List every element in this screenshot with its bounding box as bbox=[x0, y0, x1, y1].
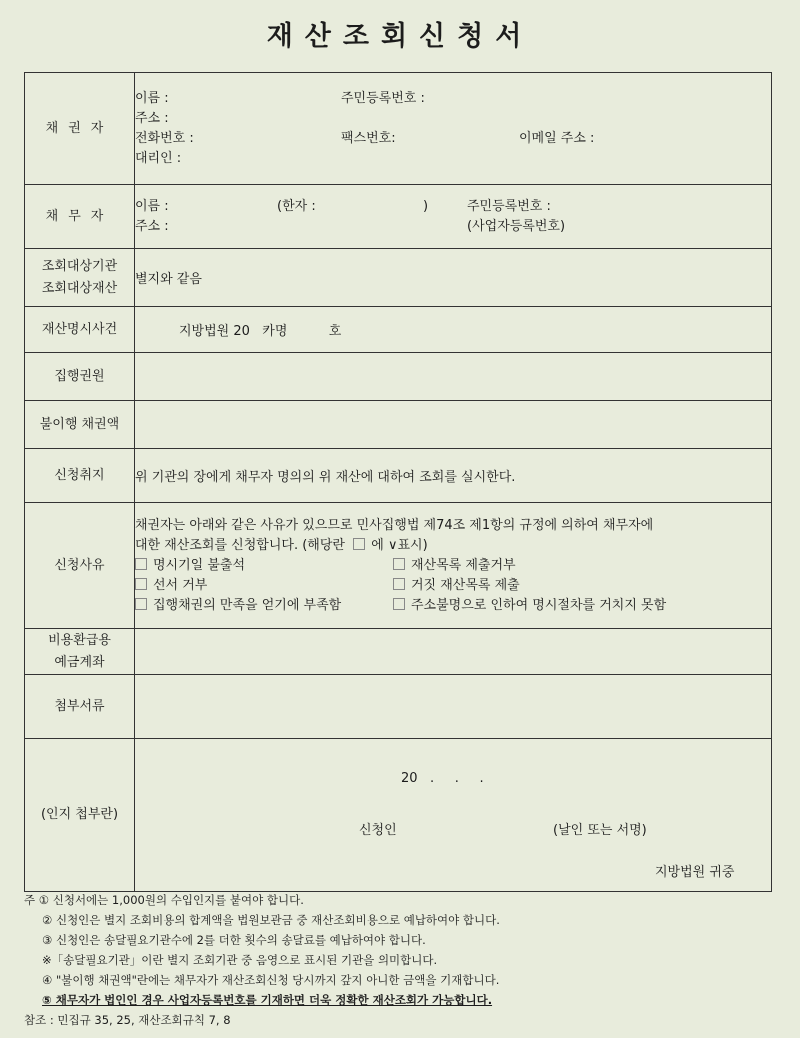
attachments-label: 첨부서류 bbox=[25, 675, 135, 739]
applicant-label: 신청인 bbox=[359, 823, 397, 838]
case-value[interactable]: 지방법원 20 카명 호 bbox=[135, 307, 772, 353]
option-refusal[interactable]: 재산목록 제출거부 bbox=[393, 556, 516, 576]
creditor-fax-field[interactable]: 팩스번호: bbox=[341, 130, 396, 146]
creditor-name-field[interactable]: 이름 : bbox=[135, 90, 169, 106]
unpaid-claim-field[interactable] bbox=[135, 401, 772, 449]
checkbox-icon[interactable] bbox=[393, 598, 405, 610]
note-1: ① 신청서에는 1,000원의 수입인지를 붙여야 합니다. bbox=[38, 893, 304, 907]
stamp-label: (인지 첩부란) bbox=[25, 739, 135, 892]
attachments-row bbox=[25, 675, 772, 739]
note-4: ④ "불이행 채권액"란에는 채무자가 재산조회신청 당시까지 갚지 아니한 금액을 기재합니다. bbox=[42, 973, 500, 987]
notes-section bbox=[24, 890, 784, 1030]
application-form-table bbox=[24, 72, 772, 892]
checkbox-icon[interactable] bbox=[393, 578, 405, 590]
reason-line2-b: 에 ∨표시) bbox=[371, 537, 428, 553]
case-label: 재산명시사건 bbox=[25, 307, 135, 353]
case-row bbox=[25, 307, 772, 353]
debtor-address-field[interactable]: 주소 : bbox=[135, 218, 169, 234]
creditor-content bbox=[135, 73, 772, 185]
target-value: 별지와 같음 bbox=[135, 249, 772, 307]
checkbox-icon[interactable] bbox=[393, 558, 405, 570]
execution-title-label: 집행권원 bbox=[25, 353, 135, 401]
purpose-label: 신청취지 bbox=[25, 449, 135, 503]
checkbox-sample-icon bbox=[353, 538, 365, 550]
creditor-label: 채권자 bbox=[25, 73, 135, 185]
date-field[interactable]: 20 . . . bbox=[401, 771, 484, 786]
note-5: ⑤ 채무자가 법인인 경우 사업자등록번호를 기재하면 더욱 정확한 재산조회가 가능합니다. bbox=[42, 993, 493, 1007]
debtor-row bbox=[25, 185, 772, 249]
note-3-sub: ※「송달필요기관」이란 별지 조회기관 중 음영으로 표시된 기관을 의미합니다. bbox=[42, 953, 438, 967]
debtor-hanja-field[interactable]: (한자 : bbox=[277, 198, 316, 214]
unpaid-claim-label: 불이행 채권액 bbox=[25, 401, 135, 449]
refund-account-label-line1: 비용환급용 bbox=[48, 632, 111, 648]
reason-row bbox=[25, 503, 772, 629]
debtor-rrn-field[interactable]: 주민등록번호 : bbox=[467, 198, 551, 214]
reference-note: 참조 : 민집규 35, 25, 재산조회규칙 7, 8 bbox=[24, 1013, 231, 1027]
refund-account-label bbox=[25, 629, 135, 675]
checkbox-icon[interactable] bbox=[135, 558, 147, 570]
reason-line2 bbox=[135, 536, 771, 556]
creditor-email-field[interactable]: 이메일 주소 : bbox=[519, 130, 595, 146]
option-unknown-address[interactable]: 주소불명으로 인하여 명시절차를 거치지 못함 bbox=[393, 596, 666, 616]
purpose-value: 위 기관의 장에게 채무자 명의의 위 재산에 대하여 조회를 실시한다. bbox=[135, 449, 772, 503]
debtor-label: 채무자 bbox=[25, 185, 135, 249]
checkbox-icon[interactable] bbox=[135, 598, 147, 610]
seal-label: (날인 또는 서명) bbox=[553, 823, 647, 838]
debtor-content bbox=[135, 185, 772, 249]
refund-account-row bbox=[25, 629, 772, 675]
option-false-list[interactable]: 거짓 재산목록 제출 bbox=[393, 576, 520, 596]
stamp-content bbox=[135, 739, 772, 892]
target-label-line1: 조회대상기관 bbox=[41, 258, 118, 274]
reason-label: 신청사유 bbox=[25, 503, 135, 629]
execution-title-row bbox=[25, 353, 772, 401]
creditor-phone-field[interactable]: 전화번호 : bbox=[135, 130, 194, 146]
purpose-row bbox=[25, 449, 772, 503]
unpaid-claim-row bbox=[25, 401, 772, 449]
creditor-rrn-field[interactable]: 주민등록번호 : bbox=[341, 90, 425, 106]
reason-line2-a: 대한 재산조회를 신청합니다. (해당란 bbox=[135, 537, 345, 553]
stamp-row bbox=[25, 739, 772, 892]
target-label-line2: 조회대상재산 bbox=[41, 280, 118, 296]
notes-prefix: 주 bbox=[24, 893, 36, 907]
option-no-show[interactable]: 명시기일 불출석 bbox=[135, 556, 245, 576]
creditor-agent-field[interactable]: 대리인 : bbox=[135, 150, 182, 166]
document-title: 재산조회신청서 bbox=[266, 21, 534, 52]
target-row bbox=[25, 249, 772, 307]
creditor-row bbox=[25, 73, 772, 185]
court-addressee: 지방법원 귀중 bbox=[655, 865, 735, 880]
execution-title-field[interactable] bbox=[135, 353, 772, 401]
note-3: ③ 신청인은 송달필요기관수에 2를 더한 횟수의 송달료를 예납하여야 합니다. bbox=[42, 933, 426, 947]
option-insufficient[interactable]: 집행채권의 만족을 얻기에 부족함 bbox=[135, 596, 341, 616]
reason-content bbox=[135, 503, 772, 629]
attachments-field[interactable] bbox=[135, 675, 772, 739]
refund-account-field[interactable] bbox=[135, 629, 772, 675]
reason-line1: 채권자는 아래와 같은 사유가 있으므로 민사집행법 제74조 제1항의 규정에 의하여 채무자에 bbox=[135, 517, 654, 533]
debtor-name-field[interactable]: 이름 : bbox=[135, 198, 169, 214]
debtor-hanja-close: ) bbox=[423, 198, 429, 214]
refund-account-label-line2: 예금계좌 bbox=[54, 654, 105, 670]
note-2: ② 신청인은 별지 조회비용의 합계액을 법원보관금 중 재산조회비용으로 예납하여야 합니다. bbox=[42, 913, 500, 927]
option-oath-refusal[interactable]: 선서 거부 bbox=[135, 576, 207, 596]
creditor-address-field[interactable]: 주소 : bbox=[135, 110, 169, 126]
debtor-biz-no-label: (사업자등록번호) bbox=[467, 218, 566, 234]
checkbox-icon[interactable] bbox=[135, 578, 147, 590]
target-label bbox=[25, 249, 135, 307]
